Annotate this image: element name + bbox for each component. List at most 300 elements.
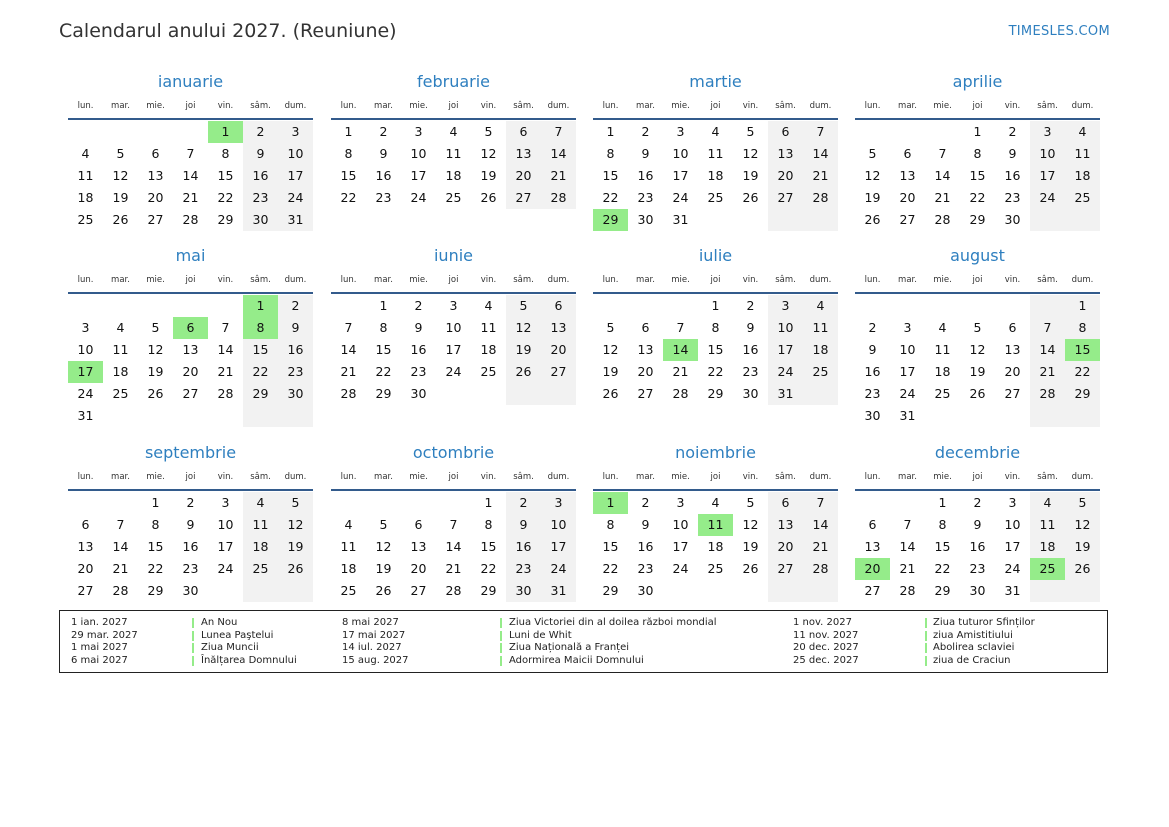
day-cell: 29	[147, 583, 164, 598]
day-cell: 12	[742, 146, 759, 161]
day-cell: 30	[637, 212, 654, 227]
day-cell: 3	[221, 495, 230, 510]
weekday-label: lun.	[864, 101, 881, 111]
holiday-date: 14 iul. 2027	[342, 642, 402, 654]
day-cell: 25	[445, 190, 462, 205]
day-cell: 25	[803, 361, 838, 383]
month-divider	[855, 292, 1100, 294]
day-cell: 17	[672, 539, 689, 554]
day-cell: 9	[379, 146, 388, 161]
day-cell: 8	[221, 146, 230, 161]
month-divider	[331, 489, 576, 491]
holiday-name: Abolirea sclaviei	[933, 642, 1015, 654]
day-cell: 17	[217, 539, 234, 554]
day-cell: 10	[410, 146, 427, 161]
day-cell: 20	[541, 339, 576, 361]
day-cell: 22	[602, 190, 619, 205]
weekday-label: joi	[972, 101, 983, 111]
day-cell: 22	[602, 561, 619, 576]
day-cell: 15	[243, 339, 278, 361]
day-cell: 28	[803, 187, 838, 209]
day-cell: 22	[707, 364, 724, 379]
month-divider	[68, 489, 313, 491]
day-cell: 12	[1065, 514, 1100, 536]
day-cell: 21	[217, 364, 234, 379]
holiday-date: 20 dec. 2027	[793, 642, 859, 654]
weekday-label: lun.	[340, 275, 357, 285]
day-cell: 6	[768, 121, 803, 143]
day-cell: 16	[375, 168, 392, 183]
day-cell: 29	[1065, 383, 1100, 405]
day-cell: 4	[803, 295, 838, 317]
day-cell: 8	[379, 320, 388, 335]
day-cell: 14	[112, 539, 129, 554]
month-divider	[593, 118, 838, 120]
day-cell: 10	[445, 320, 462, 335]
day-cell: 14	[899, 539, 916, 554]
day-cell: 20	[410, 561, 427, 576]
day-cell: 19	[112, 190, 129, 205]
day-cell: 25	[707, 190, 724, 205]
day-cell: 27	[768, 558, 803, 580]
empty-weekend-cell	[803, 580, 838, 602]
day-cell: 24	[278, 187, 313, 209]
empty-weekend-cell	[1065, 405, 1100, 427]
holiday-date: 1 mai 2027	[71, 642, 128, 654]
weekday-label: dum.	[1071, 275, 1094, 285]
holiday-date: 29 mar. 2027	[71, 629, 138, 641]
day-cell: 29	[243, 383, 278, 405]
day-cell: 4	[711, 124, 720, 139]
holiday-marker	[192, 656, 194, 666]
day-cell: 5	[606, 320, 615, 335]
day-cell: 11	[112, 342, 129, 357]
day-cell: 5	[116, 146, 125, 161]
weekday-label: mar.	[636, 101, 655, 111]
day-cell: 5	[484, 124, 493, 139]
holiday-marker	[192, 618, 194, 628]
day-cell: 11	[480, 320, 497, 335]
holiday-name: Adormirea Maicii Domnului	[509, 654, 644, 666]
holiday-marker	[925, 631, 927, 641]
day-cell: 29	[969, 212, 986, 227]
weekday-label: vin.	[480, 101, 497, 111]
day-cell: 23	[410, 364, 427, 379]
day-cell: 2	[746, 298, 755, 313]
day-cell: 17	[899, 364, 916, 379]
day-cell: 29	[707, 386, 724, 401]
holiday-name: Luni de Whit	[509, 629, 572, 641]
weekday-label: lun.	[864, 472, 881, 482]
weekday-label: vin.	[1004, 275, 1021, 285]
day-cell: 2	[641, 124, 650, 139]
day-cell: 24	[672, 561, 689, 576]
holiday-date: 1 nov. 2027	[793, 617, 852, 628]
holiday-names-column	[509, 617, 717, 667]
day-cell: 14	[663, 339, 698, 361]
day-cell: 26	[147, 386, 164, 401]
day-cell: 17	[672, 168, 689, 183]
day-cell: 8	[151, 517, 160, 532]
weekday-label: dum.	[1071, 472, 1094, 482]
day-cell: 16	[182, 539, 199, 554]
day-cell: 12	[480, 146, 497, 161]
day-cell: 5	[151, 320, 160, 335]
day-cell: 10	[278, 143, 313, 165]
day-cell: 20	[506, 165, 541, 187]
weekday-label: dum.	[1071, 101, 1094, 111]
weekday-label: joi	[185, 472, 196, 482]
month-name: aprilie	[952, 72, 1003, 91]
day-cell: 8	[344, 146, 353, 161]
empty-weekend-cell	[1030, 209, 1065, 231]
weekday-label: mie.	[409, 101, 428, 111]
day-cell: 12	[742, 517, 759, 532]
day-cell: 19	[147, 364, 164, 379]
day-cell: 2	[868, 320, 877, 335]
day-cell: 12	[278, 514, 313, 536]
day-cell: 17	[1030, 165, 1065, 187]
day-cell: 3	[414, 124, 423, 139]
day-cell: 30	[506, 580, 541, 602]
day-cell: 5	[868, 146, 877, 161]
day-cell: 31	[541, 580, 576, 602]
day-cell: 15	[375, 342, 392, 357]
weekday-label: sâm.	[775, 472, 796, 482]
day-cell: 15	[217, 168, 234, 183]
day-cell: 30	[637, 583, 654, 598]
weekday-label: mar.	[898, 275, 917, 285]
day-cell: 11	[803, 317, 838, 339]
month-name: noiembrie	[675, 443, 756, 462]
weekday-label: sâm.	[513, 275, 534, 285]
holiday-marker	[925, 656, 927, 666]
day-cell: 23	[1004, 190, 1021, 205]
day-cell: 28	[1030, 383, 1065, 405]
holiday-marker	[500, 656, 502, 666]
day-cell: 22	[375, 364, 392, 379]
holiday-date: 1 ian. 2027	[71, 617, 128, 628]
day-cell: 23	[637, 561, 654, 576]
day-cell: 28	[541, 187, 576, 209]
day-cell: 30	[1004, 212, 1021, 227]
day-cell: 14	[445, 539, 462, 554]
day-cell: 11	[243, 514, 278, 536]
day-cell: 2	[973, 495, 982, 510]
day-cell: 13	[768, 143, 803, 165]
day-cell: 28	[340, 386, 357, 401]
day-cell: 15	[707, 342, 724, 357]
weekday-label: joi	[448, 472, 459, 482]
weekday-label: vin.	[742, 472, 759, 482]
day-cell: 31	[278, 209, 313, 231]
day-cell: 10	[672, 146, 689, 161]
day-cell: 20	[182, 364, 199, 379]
day-cell: 30	[969, 583, 986, 598]
day-cell: 4	[116, 320, 125, 335]
day-cell: 14	[217, 342, 234, 357]
day-cell: 2	[186, 495, 195, 510]
day-cell: 27	[899, 212, 916, 227]
month-divider	[68, 292, 313, 294]
day-cell: 18	[707, 539, 724, 554]
day-cell: 7	[344, 320, 353, 335]
holiday-marker	[192, 631, 194, 641]
day-cell: 6	[903, 146, 912, 161]
month-name: martie	[689, 72, 742, 91]
day-cell: 14	[934, 168, 951, 183]
day-cell: 7	[186, 146, 195, 161]
site-link[interactable]: TIMESLES.COM	[1008, 24, 1110, 39]
month-divider	[593, 489, 838, 491]
holiday-name: Ziua tuturor Sfinților	[933, 617, 1035, 628]
day-cell: 31	[672, 212, 689, 227]
empty-weekend-cell	[1065, 209, 1100, 231]
day-cell: 4	[1065, 121, 1100, 143]
day-cell: 13	[541, 317, 576, 339]
day-cell: 5	[1065, 492, 1100, 514]
month-name: mai	[175, 246, 206, 265]
day-cell: 7	[1030, 317, 1065, 339]
day-cell: 16	[506, 536, 541, 558]
day-cell: 13	[506, 143, 541, 165]
holiday-marker	[500, 618, 502, 628]
weekday-label: lun.	[77, 472, 94, 482]
day-cell: 5	[506, 295, 541, 317]
weekday-label: mie.	[146, 275, 165, 285]
holiday-names-column	[201, 617, 297, 667]
day-cell: 28	[182, 212, 199, 227]
day-cell: 18	[77, 190, 94, 205]
weekday-label: vin.	[480, 275, 497, 285]
day-cell: 14	[1030, 339, 1065, 361]
day-cell: 17	[68, 361, 103, 383]
day-cell: 2	[641, 495, 650, 510]
weekday-label: dum.	[547, 101, 570, 111]
day-cell: 7	[803, 121, 838, 143]
day-cell: 1	[1065, 295, 1100, 317]
weekday-label: joi	[710, 101, 721, 111]
day-cell: 1	[151, 495, 160, 510]
day-cell: 1	[938, 495, 947, 510]
day-cell: 16	[243, 165, 278, 187]
day-cell: 26	[742, 190, 759, 205]
holiday-name: Înălțarea Domnului	[201, 654, 297, 666]
day-cell: 7	[676, 320, 685, 335]
day-cell: 28	[672, 386, 689, 401]
month-name: august	[950, 246, 1005, 265]
weekday-label: sâm.	[1037, 275, 1058, 285]
day-cell: 21	[340, 364, 357, 379]
weekday-label: lun.	[864, 275, 881, 285]
day-cell: 5	[973, 320, 982, 335]
weekday-label: vin.	[1004, 472, 1021, 482]
day-cell: 6	[414, 517, 423, 532]
holiday-name: Ziua Muncii	[201, 642, 259, 654]
day-cell: 27	[1004, 386, 1021, 401]
day-cell: 20	[77, 561, 94, 576]
empty-weekend-cell	[1065, 580, 1100, 602]
day-cell: 6	[641, 320, 650, 335]
weekday-label: vin.	[742, 275, 759, 285]
day-cell: 13	[182, 342, 199, 357]
weekday-label: lun.	[77, 101, 94, 111]
day-cell: 1	[711, 298, 720, 313]
empty-weekend-cell	[243, 405, 278, 427]
day-cell: 24	[445, 364, 462, 379]
day-cell: 22	[147, 561, 164, 576]
weekday-label: sâm.	[250, 472, 271, 482]
day-cell: 10	[1004, 517, 1021, 532]
weekday-label: mie.	[933, 275, 952, 285]
empty-weekend-cell	[541, 383, 576, 405]
weekday-label: dum.	[547, 275, 570, 285]
weekday-label: sâm.	[1037, 101, 1058, 111]
day-cell: 1	[208, 121, 243, 143]
day-cell: 11	[707, 146, 724, 161]
day-cell: 11	[1065, 143, 1100, 165]
day-cell: 3	[81, 320, 90, 335]
weekday-label: lun.	[340, 472, 357, 482]
day-cell: 23	[742, 364, 759, 379]
weekday-label: mie.	[671, 472, 690, 482]
weekday-label: mar.	[111, 472, 130, 482]
day-cell: 8	[484, 517, 493, 532]
weekday-label: joi	[710, 275, 721, 285]
day-cell: 9	[278, 317, 313, 339]
day-cell: 27	[410, 583, 427, 598]
weekday-label: joi	[185, 101, 196, 111]
day-cell: 28	[899, 583, 916, 598]
day-cell: 21	[182, 190, 199, 205]
empty-weekend-cell	[768, 209, 803, 231]
month-divider	[331, 292, 576, 294]
day-cell: 10	[899, 342, 916, 357]
day-cell: 27	[147, 212, 164, 227]
day-cell: 15	[602, 168, 619, 183]
month-divider	[593, 292, 838, 294]
month-divider	[331, 118, 576, 120]
day-cell: 19	[742, 539, 759, 554]
day-cell: 23	[243, 187, 278, 209]
day-cell: 2	[278, 295, 313, 317]
day-cell: 2	[414, 298, 423, 313]
day-cell: 24	[1004, 561, 1021, 576]
day-cell: 19	[278, 536, 313, 558]
holiday-marker	[925, 643, 927, 653]
day-cell: 3	[676, 124, 685, 139]
holiday-name: Ziua Victoriei din al doilea război mondial	[509, 617, 717, 628]
day-cell: 26	[278, 558, 313, 580]
day-cell: 14	[340, 342, 357, 357]
holiday-date: 8 mai 2027	[342, 617, 399, 628]
day-cell: 9	[506, 514, 541, 536]
day-cell: 31	[77, 408, 94, 423]
holiday-name: Lunea Paştelui	[201, 629, 274, 641]
weekday-label: sâm.	[1037, 472, 1058, 482]
holiday-name: ziua Amistitiului	[933, 629, 1013, 641]
day-cell: 9	[641, 517, 650, 532]
day-cell: 28	[217, 386, 234, 401]
month-name: februarie	[416, 72, 491, 91]
day-cell: 13	[768, 514, 803, 536]
day-cell: 3	[1030, 121, 1065, 143]
day-cell: 8	[973, 146, 982, 161]
day-cell: 2	[379, 124, 388, 139]
day-cell: 18	[243, 536, 278, 558]
day-cell: 2	[506, 492, 541, 514]
day-cell: 24	[672, 190, 689, 205]
day-cell: 19	[375, 561, 392, 576]
day-cell: 7	[803, 492, 838, 514]
day-cell: 21	[541, 165, 576, 187]
holiday-dates-column	[342, 617, 409, 667]
day-cell: 8	[606, 146, 615, 161]
weekday-label: vin.	[217, 275, 234, 285]
day-cell: 26	[375, 583, 392, 598]
day-cell: 20	[855, 558, 890, 580]
day-cell: 6	[868, 517, 877, 532]
day-cell: 9	[973, 517, 982, 532]
day-cell: 24	[768, 361, 803, 383]
holiday-marker	[925, 618, 927, 628]
day-cell: 17	[445, 342, 462, 357]
day-cell: 10	[672, 517, 689, 532]
empty-weekend-cell	[803, 209, 838, 231]
day-cell: 11	[934, 342, 951, 357]
day-cell: 10	[768, 317, 803, 339]
empty-weekend-cell	[243, 580, 278, 602]
day-cell: 7	[116, 517, 125, 532]
weekday-label: dum.	[547, 472, 570, 482]
day-cell: 11	[698, 514, 733, 536]
month-name: iulie	[698, 246, 733, 265]
day-cell: 19	[969, 364, 986, 379]
empty-weekend-cell	[1030, 405, 1065, 427]
day-cell: 13	[410, 539, 427, 554]
day-cell: 1	[379, 298, 388, 313]
weekday-label: mar.	[111, 101, 130, 111]
day-cell: 21	[934, 190, 951, 205]
weekday-label: mie.	[671, 101, 690, 111]
weekday-label: joi	[448, 101, 459, 111]
day-cell: 16	[278, 339, 313, 361]
empty-weekend-cell	[803, 383, 838, 405]
weekday-label: mie.	[671, 275, 690, 285]
weekday-label: vin.	[217, 472, 234, 482]
day-cell: 10	[541, 514, 576, 536]
holiday-date: 17 mai 2027	[342, 629, 406, 641]
day-cell: 16	[637, 168, 654, 183]
day-cell: 4	[1030, 492, 1065, 514]
day-cell: 21	[899, 561, 916, 576]
day-cell: 27	[768, 187, 803, 209]
day-cell: 27	[77, 583, 94, 598]
day-cell: 28	[934, 212, 951, 227]
month-divider	[68, 118, 313, 120]
day-cell: 14	[182, 168, 199, 183]
day-cell: 23	[182, 561, 199, 576]
weekday-label: mie.	[409, 275, 428, 285]
day-cell: 23	[506, 558, 541, 580]
day-cell: 4	[344, 517, 353, 532]
day-cell: 9	[1008, 146, 1017, 161]
day-cell: 25	[934, 386, 951, 401]
day-cell: 21	[445, 561, 462, 576]
day-cell: 17	[1004, 539, 1021, 554]
day-cell: 18	[1065, 165, 1100, 187]
holiday-dates-column	[793, 617, 859, 667]
